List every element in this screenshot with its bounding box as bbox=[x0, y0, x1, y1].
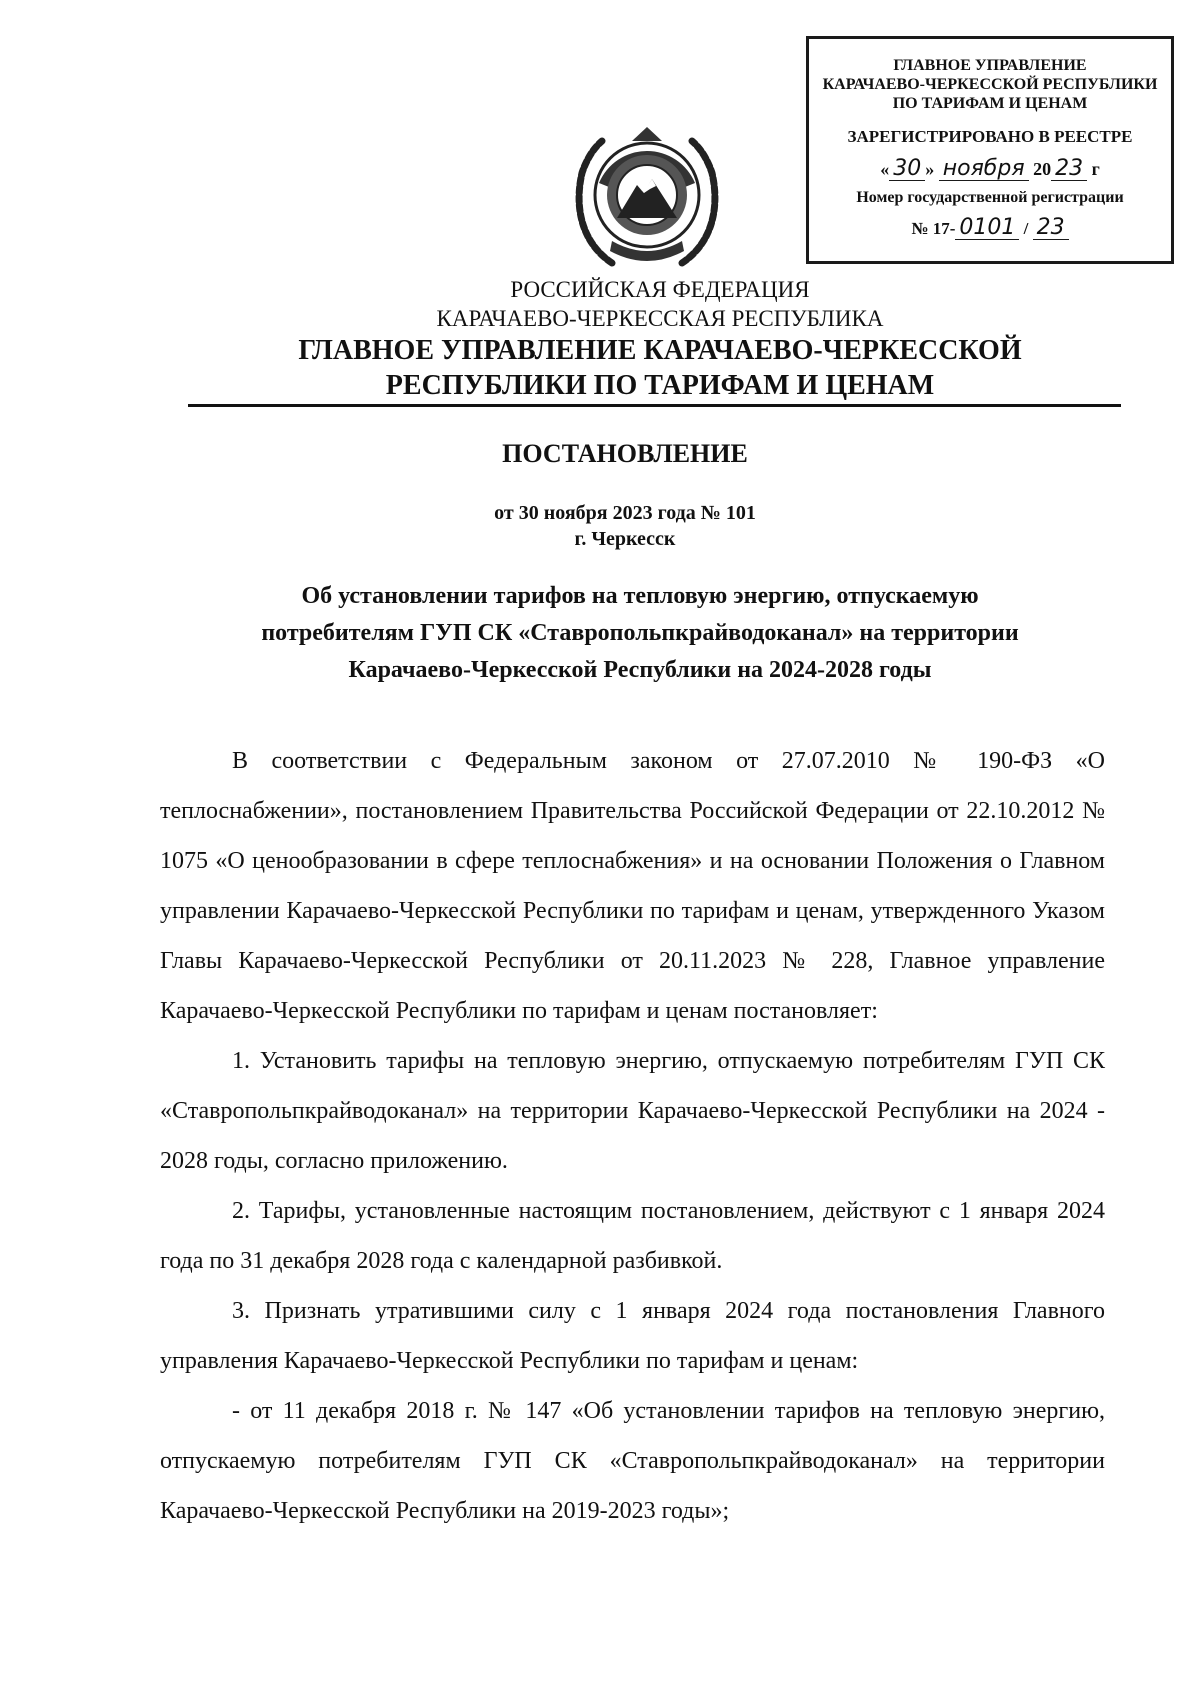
body-item-2: 2. Тарифы, установленные настоящим постановлением, действуют с 1 января 2024 года по 31 декабря 2028 года с календарной разбивкой. bbox=[160, 1198, 1105, 1274]
document-title bbox=[160, 578, 1120, 689]
stamp-date-close-quote: » bbox=[925, 159, 935, 179]
stamp-date-year-unit: г bbox=[1091, 159, 1100, 179]
stamp-date bbox=[809, 156, 1171, 182]
body-item-3-sub-1: - от 11 декабря 2018 г. № 147 «Об установлении тарифов на тепловую энергию, отпускаемую потребителям ГУП СК «Ставропольпкрайводоканал» на территории Карачаево-Черкесской Республики на 2019-2023 годы»; bbox=[160, 1398, 1105, 1524]
stamp-org-line3: ПО ТАРИФАМ И ЦЕНАМ bbox=[892, 95, 1088, 112]
document-title-line2: потребителям ГУП СК «Ставропольпкрайводоканал» на территории bbox=[261, 620, 1019, 646]
stamp-gosreg-label: Номер государственной регистрации bbox=[856, 189, 1124, 206]
document-body bbox=[160, 736, 1105, 1536]
registry-stamp bbox=[806, 36, 1174, 264]
stamp-num-sep: / bbox=[1023, 219, 1029, 238]
stamp-date-day: 30 bbox=[889, 158, 925, 181]
stamp-registered-label: ЗАРЕГИСТРИРОВАНО В РЕЕСТРЕ bbox=[847, 127, 1133, 146]
stamp-date-year-suffix: 23 bbox=[1051, 158, 1087, 181]
body-item-3: 3. Признать утратившими силу с 1 января 2024 года постановления Главного управления Карачаево-Черкесской Республики по тарифам и ценам: bbox=[160, 1298, 1105, 1374]
stamp-num-suffix: 23 bbox=[1033, 217, 1069, 240]
stamp-num-prefix: № 17- bbox=[911, 219, 956, 238]
stamp-num-mid: 0101 bbox=[955, 217, 1019, 240]
body-preamble: В соответствии с Федеральным законом от 27.07.2010 № 190-ФЗ «О теплоснабжении», постановлением Правительства Российской Федерации от 22.10.2012 № 1075 «О ценообразовании в сфере теплоснабжения» и на основании Положения о Главном управлении Карачаево-Черкесской Республики по тарифам и ценам, утвержденного Указом Главы Карачаево-Черкесской Республики от 20.11.2023 № 228, Главное управление Карачаево-Черкесской Республики по тарифам и ценам постановляет: bbox=[160, 748, 1105, 1024]
stamp-date-month: ноября bbox=[939, 158, 1029, 181]
header-republic: КАРАЧАЕВО-ЧЕРКЕССКАЯ РЕСПУБЛИКА bbox=[436, 306, 884, 331]
document-title-line1: Об установлении тарифов на тепловую энергию, отпускаемую bbox=[301, 583, 979, 609]
header-country: РОССИЙСКАЯ ФЕДЕРАЦИЯ bbox=[510, 277, 810, 302]
document-city: г. Черкесск bbox=[574, 528, 676, 550]
document-date-number: от 30 ноября 2023 года № 101 bbox=[494, 502, 756, 524]
stamp-org-line1: ГЛАВНОЕ УПРАВЛЕНИЕ bbox=[893, 57, 1087, 74]
header-org-line2: РЕСПУБЛИКИ ПО ТАРИФАМ И ЦЕНАМ bbox=[385, 370, 935, 401]
document-type: ПОСТАНОВЛЕНИЕ bbox=[502, 439, 748, 468]
stamp-org-line2: КАРАЧАЕВО-ЧЕРКЕССКОЙ РЕСПУБЛИКИ bbox=[822, 76, 1158, 93]
stamp-date-year-prefix: 20 bbox=[1033, 159, 1052, 179]
stamp-reg-number bbox=[809, 216, 1171, 242]
header-org-line1: ГЛАВНОЕ УПРАВЛЕНИЕ КАРАЧАЕВО-ЧЕРКЕССКОЙ bbox=[298, 335, 1022, 366]
header-divider bbox=[188, 404, 1121, 407]
document-title-line3: Карачаево-Черкесской Республики на 2024-2028 годы bbox=[348, 657, 932, 683]
stamp-date-open-quote: « bbox=[880, 159, 890, 179]
body-item-1: 1. Установить тарифы на тепловую энергию, отпускаемую потребителям ГУП СК «Ставропольпкрайводоканал» на территории Карачаево-Черкесской Республики на 2024 - 2028 годы, согласно приложению. bbox=[160, 1048, 1105, 1174]
coat-of-arms-emblem bbox=[572, 123, 722, 275]
